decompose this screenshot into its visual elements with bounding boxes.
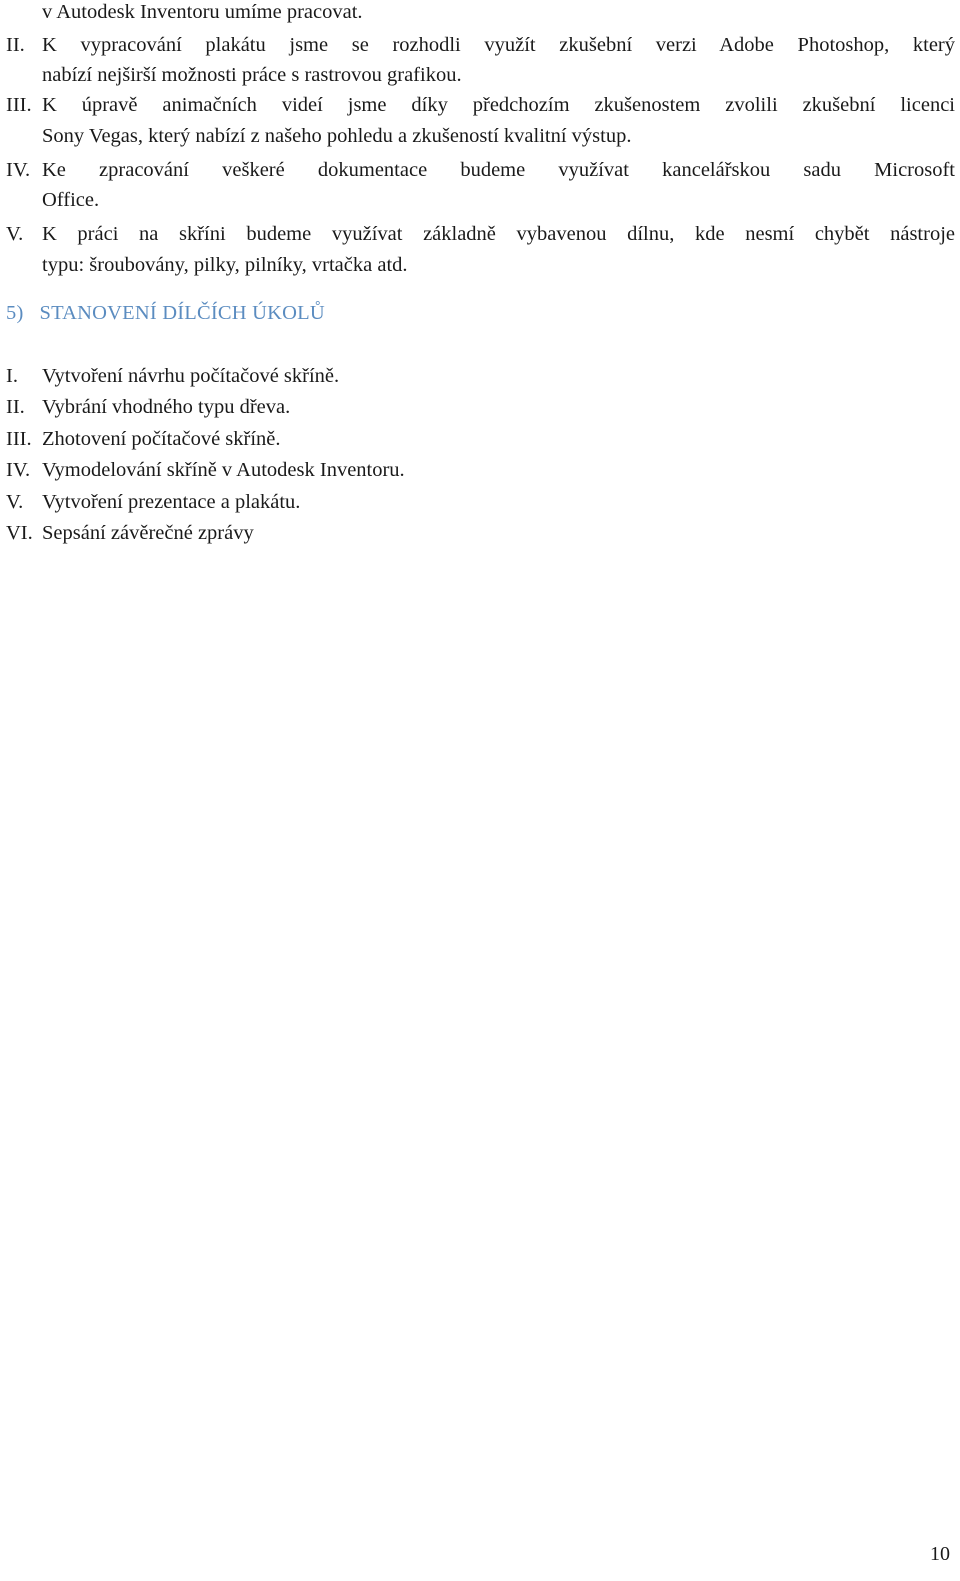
list-item-text: nabízí nejširší možnosti práce s rastrovou grafikou. bbox=[42, 64, 462, 86]
list-item-text: Office. bbox=[42, 189, 100, 211]
list-item-text: typu: šroubovány, pilky, pilníky, vrtačka atd. bbox=[42, 254, 408, 276]
section-title: STANOVENÍ DÍLČÍCH ÚKOLŮ bbox=[39, 302, 325, 324]
list-item-text: K vypracování plakátu jsme se rozhodli využít zkušební verzi Adobe Photoshop, který bbox=[42, 34, 955, 56]
task-number: V. bbox=[6, 491, 24, 513]
list-number: IV. bbox=[6, 159, 31, 181]
section-heading bbox=[6, 300, 325, 326]
task-text: Vytvoření návrhu počítačové skříně. bbox=[42, 365, 340, 387]
list-number: V. bbox=[6, 223, 24, 245]
list-number: III. bbox=[6, 94, 32, 116]
task-text: Vytvoření prezentace a plakátu. bbox=[42, 491, 301, 513]
task-number: III. bbox=[6, 428, 32, 450]
task-number: VI. bbox=[6, 522, 33, 544]
page-number: 10 bbox=[930, 1543, 950, 1565]
list-item-text: Ke zpracování veškeré dokumentace budeme využívat kancelářskou sadu Microsoft bbox=[42, 159, 955, 181]
task-number: II. bbox=[6, 396, 25, 418]
task-number: I. bbox=[6, 365, 18, 387]
section-number: 5) bbox=[6, 302, 24, 324]
task-number: IV. bbox=[6, 459, 31, 481]
paragraph-continuation: v Autodesk Inventoru umíme pracovat. bbox=[42, 1, 363, 23]
task-text: Zhotovení počítačové skříně. bbox=[42, 428, 281, 450]
list-number: II. bbox=[6, 34, 25, 56]
list-item-text: Sony Vegas, který nabízí z našeho pohledu a zkušeností kvalitní výstup. bbox=[42, 125, 632, 147]
list-item-text: K práci na skříni budeme využívat základně vybavenou dílnu, kde nesmí chybět nástroje bbox=[42, 223, 955, 245]
task-text: Sepsání závěrečné zprávy bbox=[42, 522, 254, 544]
task-text: Vybrání vhodného typu dřeva. bbox=[42, 396, 291, 418]
task-text: Vymodelování skříně v Autodesk Inventoru. bbox=[42, 459, 405, 481]
list-item-text: K úpravě animačních videí jsme díky předchozím zkušenostem zvolili zkušební licenci bbox=[42, 94, 955, 116]
